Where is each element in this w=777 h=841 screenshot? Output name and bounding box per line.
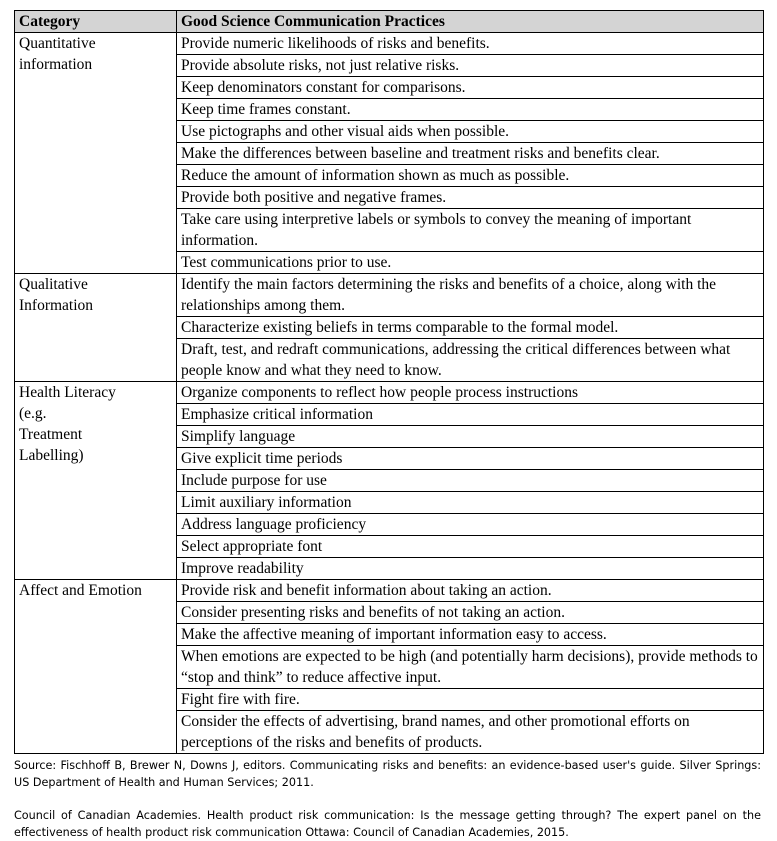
practice-cell: Give explicit time periods bbox=[177, 448, 764, 470]
table-row bbox=[15, 274, 764, 317]
table-row bbox=[15, 382, 764, 404]
table-row bbox=[15, 580, 764, 602]
practice-cell: Draft, test, and redraft communications, addressing the critical differences between what people know and what they need to know. bbox=[177, 339, 764, 382]
practice-cell: Simplify language bbox=[177, 426, 764, 448]
reference-footnote: Council of Canadian Academies. Health product risk communication: Is the message getting through? The expert panel on the effectiveness of health product risk communication Ottawa: Council of Canadian Academies, 2015. bbox=[14, 809, 761, 839]
category-cell: Affect and Emotion bbox=[15, 580, 177, 754]
practice-cell: Consider presenting risks and benefits of not taking an action. bbox=[177, 602, 764, 624]
practice-cell: Test communications prior to use. bbox=[177, 252, 764, 274]
practices-table bbox=[14, 10, 764, 754]
practice-cell: Take care using interpretive labels or symbols to convey the meaning of important information. bbox=[177, 209, 764, 252]
practice-cell: Make the differences between baseline and treatment risks and benefits clear. bbox=[177, 143, 764, 165]
table-body bbox=[15, 33, 764, 754]
practice-cell: Identify the main factors determining the risks and benefits of a choice, along with the relationships among them. bbox=[177, 274, 764, 317]
header-row bbox=[15, 11, 764, 33]
practice-cell: Consider the effects of advertising, brand names, and other promotional efforts on perceptions of the risks and benefits of products. bbox=[177, 711, 764, 754]
practice-cell: Provide both positive and negative frames. bbox=[177, 187, 764, 209]
category-cell: Health Literacy (e.g. Treatment Labelling) bbox=[15, 382, 177, 580]
category-cell: Qualitative Information bbox=[15, 274, 177, 382]
practice-cell: When emotions are expected to be high (and potentially harm decisions), provide methods to “stop and think” to reduce affective input. bbox=[177, 646, 764, 689]
practice-cell: Fight fire with fire. bbox=[177, 689, 764, 711]
practice-cell: Make the affective meaning of important information easy to access. bbox=[177, 624, 764, 646]
practice-cell: Organize components to reflect how people process instructions bbox=[177, 382, 764, 404]
category-cell: Quantitative information bbox=[15, 33, 177, 274]
category-header: Category bbox=[15, 11, 177, 33]
practice-cell: Provide risk and benefit information about taking an action. bbox=[177, 580, 764, 602]
practice-cell: Use pictographs and other visual aids when possible. bbox=[177, 121, 764, 143]
document bbox=[14, 10, 763, 841]
table-row bbox=[15, 33, 764, 55]
practice-cell: Provide numeric likelihoods of risks and benefits. bbox=[177, 33, 764, 55]
practice-cell: Address language proficiency bbox=[177, 514, 764, 536]
practice-cell: Provide absolute risks, not just relative risks. bbox=[177, 55, 764, 77]
practices-header: Good Science Communication Practices bbox=[177, 11, 764, 33]
practice-cell: Keep denominators constant for comparisons. bbox=[177, 77, 764, 99]
practice-cell: Keep time frames constant. bbox=[177, 99, 764, 121]
practice-cell: Emphasize critical information bbox=[177, 404, 764, 426]
practice-cell: Limit auxiliary information bbox=[177, 492, 764, 514]
practice-cell: Select appropriate font bbox=[177, 536, 764, 558]
source-footnote: Source: Fischhoff B, Brewer N, Downs J, editors. Communicating risks and benefits: an evidence-based user's guide. Silver Springs: US Department of Health and Human Services; 2011. bbox=[14, 759, 761, 789]
practice-cell: Improve readability bbox=[177, 558, 764, 580]
practice-cell: Characterize existing beliefs in terms comparable to the formal model. bbox=[177, 317, 764, 339]
practice-cell: Include purpose for use bbox=[177, 470, 764, 492]
footnotes bbox=[14, 757, 763, 841]
practice-cell: Reduce the amount of information shown as much as possible. bbox=[177, 165, 764, 187]
